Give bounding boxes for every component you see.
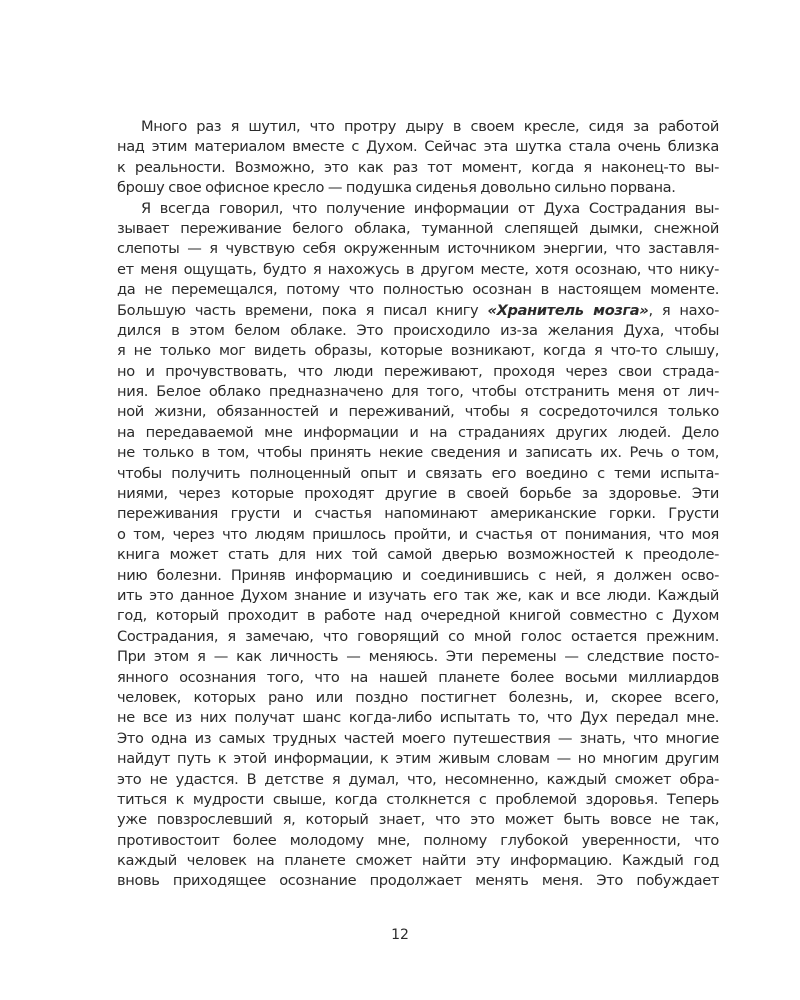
text-segment: дился в этом белом облаке. Это происходило из-за желания Духа, чтобы <box>117 321 719 339</box>
text-line <box>117 831 719 851</box>
text-line <box>117 770 719 790</box>
text-line <box>117 647 719 667</box>
text-segment: ной жизни, обязанностей и переживаний, чтобы я сосредоточился только <box>117 403 719 421</box>
text-line <box>117 178 719 198</box>
text-line <box>117 688 719 708</box>
text-segment: чтобы получить полноценный опыт и связать его воедино с теми испыта- <box>117 464 719 482</box>
text-line <box>117 749 719 769</box>
text-segment: я не только мог видеть образы, которые возникают, когда я что-то слышу, <box>117 342 719 360</box>
text-segment: титься к мудрости свыше, когда столкнется с проблемой здоровья. Теперь <box>117 790 719 808</box>
text-segment: к реальности. Возможно, это как раз тот момент, когда я наконец-то вы- <box>117 158 719 176</box>
text-segment: о том, через что людям пришлось пройти, и счастья от понимания, что моя <box>117 525 719 543</box>
text-segment: Много раз я шутил, что протру дыру в своем кресле, сидя за работой <box>141 118 719 135</box>
text-line <box>117 158 719 178</box>
text-line <box>117 871 719 891</box>
text-line <box>117 566 719 586</box>
text-segment: уже повзрослевший я, который знает, что это может быть вовсе не так, <box>117 811 719 829</box>
text-line <box>117 729 719 749</box>
text-segment: не все из них получат шанс когда-либо испытать то, что Дух передал мне. <box>117 709 719 727</box>
text-segment: на передаваемой мне информации и на страданиях других людей. Дело <box>117 423 719 441</box>
text-line <box>117 443 719 463</box>
text-line <box>117 504 719 524</box>
text-segment: ить это данное Духом знание и изучать его так же, как и все люди. Каждый <box>117 586 719 604</box>
text-line <box>117 464 719 484</box>
text-line <box>117 280 719 300</box>
text-segment: ниями, через которые проходят другие в своей борьбе за здоровье. Эти <box>117 485 719 503</box>
text-segment: вновь приходящее осознание продолжает менять меня. Это побуждает <box>117 872 719 890</box>
text-line <box>117 851 719 871</box>
text-segment: это не удастся. В детстве я думал, что, несомненно, каждый сможет обра- <box>117 770 719 788</box>
text-line <box>117 484 719 504</box>
text-segment: но и прочувствовать, что люди переживают, проходя через свои страда- <box>117 362 719 380</box>
text-segment: найдут путь к этой информации, к этим живым словам — но многим другим <box>117 750 719 768</box>
text-line <box>117 117 719 137</box>
text-segment: не только в том, чтобы принять некие сведения и записать их. Речь о том, <box>117 444 719 462</box>
text-segment: слепоты — я чувствую себя окруженным источником энергии, что заставля- <box>117 240 719 258</box>
text-line <box>117 668 719 688</box>
text-segment: Сострадания, я замечаю, что говорящий со мной голос остается прежним. <box>117 627 719 645</box>
text-line <box>117 362 719 382</box>
text-line <box>117 545 719 565</box>
text-line <box>117 708 719 728</box>
text-line <box>117 137 719 157</box>
text-line <box>117 606 719 626</box>
text-line <box>117 321 719 341</box>
text-segment: нию болезни. Приняв информацию и соединившись с ней, я должен осво- <box>117 566 719 584</box>
text-segment: ет меня ощущать, будто я нахожусь в другом месте, хотя осознаю, что нику- <box>117 260 719 278</box>
text-segment: ния. Белое облако предназначено для того, чтобы отстранить меня от лич- <box>117 383 719 401</box>
text-line <box>117 790 719 810</box>
text-line <box>117 627 719 647</box>
text-segment: Я всегда говорил, что получение информации от Духа Сострадания вы- <box>141 199 719 217</box>
text-line <box>117 341 719 361</box>
text-line <box>117 219 719 239</box>
text-line <box>117 423 719 443</box>
text-segment: Это одна из самых трудных частей моего путешествия — знать, что многие <box>117 729 719 747</box>
text-line <box>117 260 719 280</box>
body-text <box>117 117 719 892</box>
text-line <box>117 402 719 422</box>
book-title: «Хранитель мозга» <box>487 301 649 319</box>
text-segment: год, который проходит в работе над очередной книгой совместно с Духом <box>117 607 719 625</box>
text-segment: , я нахо- <box>648 301 719 319</box>
text-segment: человек, которых рано или поздно постигнет болезнь, и, скорее всего, <box>117 688 719 706</box>
text-line <box>117 382 719 402</box>
text-segment: противостоит более молодому мне, полному глубокой уверенности, что <box>117 831 719 849</box>
text-line <box>117 199 719 219</box>
text-segment: да не перемещался, потому что полностью осознан в настоящем моменте. <box>117 281 719 299</box>
text-segment: брошу свое офисное кресло — подушка сиденья довольно сильно порвана. <box>117 179 676 197</box>
text-line <box>117 301 719 321</box>
text-line <box>117 810 719 830</box>
text-segment: переживания грусти и счастья напоминают американские горки. Грусти <box>117 505 719 523</box>
text-segment: книга может стать для них той самой дверью возможностей к преодоле- <box>117 546 719 564</box>
page-number: 12 <box>391 927 409 943</box>
text-segment: каждый человек на планете сможет найти эту информацию. Каждый год <box>117 852 719 870</box>
text-line <box>117 239 719 259</box>
text-segment: При этом я — как личность — меняюсь. Эти перемены — следствие посто- <box>117 648 719 666</box>
text-segment: янного осознания того, что на нашей планете более восьми миллиардов <box>117 668 719 686</box>
text-segment: зывает переживание белого облака, туманной слепящей дымки, снежной <box>117 219 719 237</box>
text-line <box>117 586 719 606</box>
text-segment: над этим материалом вместе с Духом. Сейчас эта шутка стала очень близка <box>117 138 719 156</box>
text-line <box>117 525 719 545</box>
text-segment: Большую часть времени, пока я писал книгу <box>117 301 488 319</box>
